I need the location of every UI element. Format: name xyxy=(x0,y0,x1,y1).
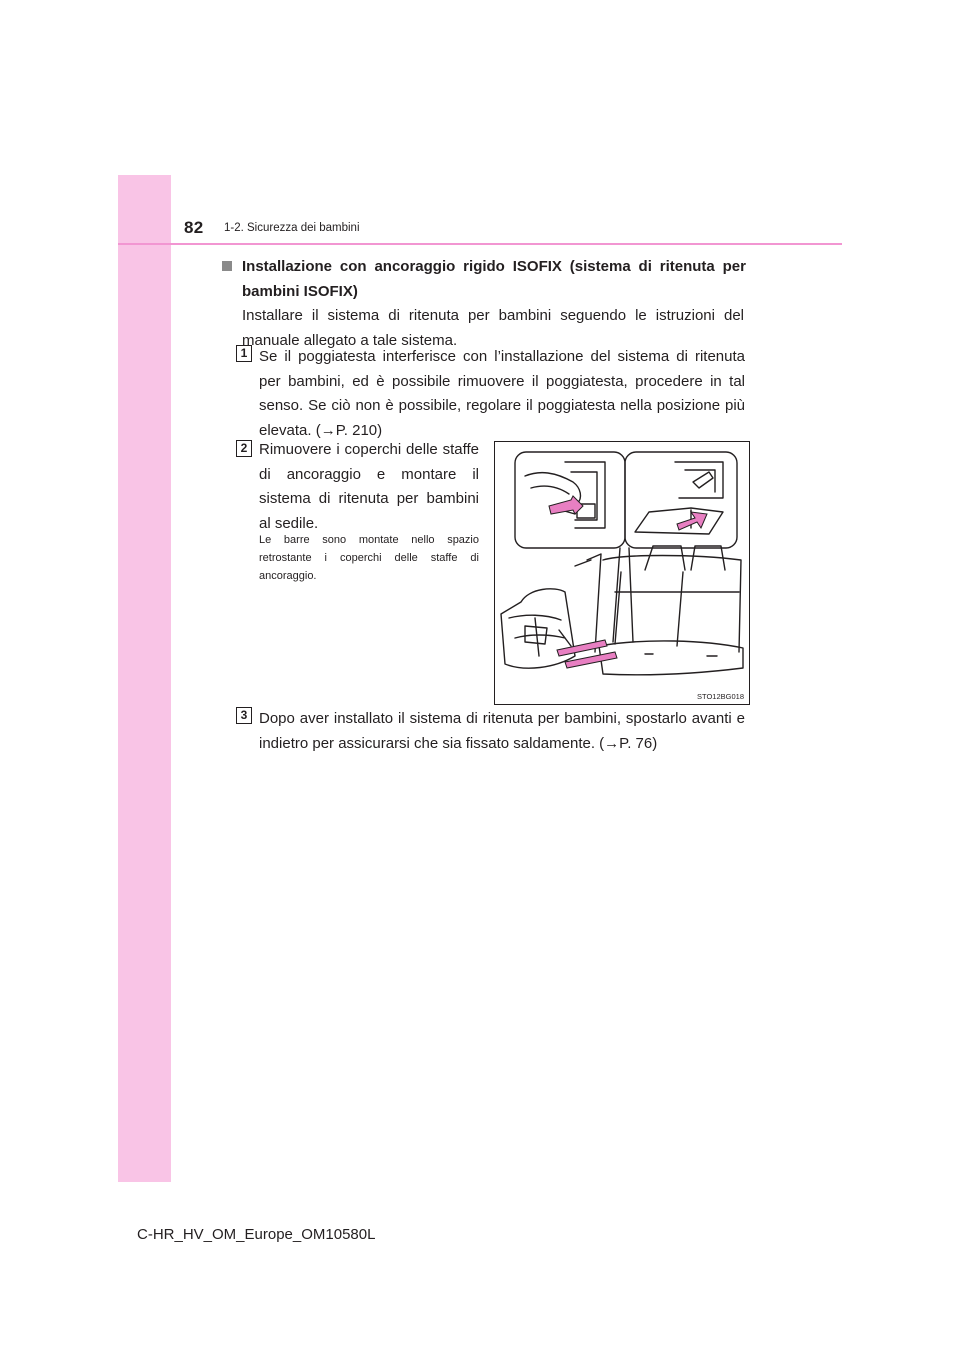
step-2-text: Rimuovere i coperchi delle staffe di ancoraggio e montare il sistema di ritenuta per bambini al sedile. xyxy=(259,441,479,532)
step-2-note: Le barre sono montate nello spazio retrostante i coperchi delle staffe di ancoraggio. xyxy=(259,534,479,582)
side-tab xyxy=(118,175,171,1182)
subsection-heading xyxy=(222,254,746,304)
square-bullet-icon xyxy=(222,261,232,271)
header-rule xyxy=(118,243,842,245)
step-3-text: Dopo aver installato il sistema di ritenuta per bambini, spostarlo avanti e indietro per assicurarsi che sia fissato saldamente. (→P. 76) xyxy=(259,710,745,752)
document-code-footer: C-HR_HV_OM_Europe_OM10580L xyxy=(137,1226,376,1243)
step-number-3: 3 xyxy=(236,707,252,724)
page-number: 82 xyxy=(184,218,204,237)
isofix-illustration xyxy=(494,441,750,705)
step-number-1: 1 xyxy=(236,345,252,362)
section-title: 1-2. Sicurezza dei bambini xyxy=(224,222,360,234)
heading-text: Installazione con ancoraggio rigido ISOFIX (sistema di ritenuta per bambini ISOFIX) xyxy=(242,258,746,300)
step-number-2: 2 xyxy=(236,440,252,457)
intro-paragraph: Installare il sistema di ritenuta per bambini seguendo le istruzioni del manuale allegato a tale sistema. xyxy=(242,307,744,349)
figure-code: STO12BG018 xyxy=(697,692,744,701)
isofix-drawing xyxy=(495,442,750,705)
step-1-text: Se il poggiatesta interferisce con l’installazione del sistema di ritenuta per bambini, ed è possibile rimuovere il poggiatesta, procedere in tal senso. Se ciò non è possibile, regolare il poggiatesta nella posizione più elevata. (→P. 210) xyxy=(259,348,745,439)
